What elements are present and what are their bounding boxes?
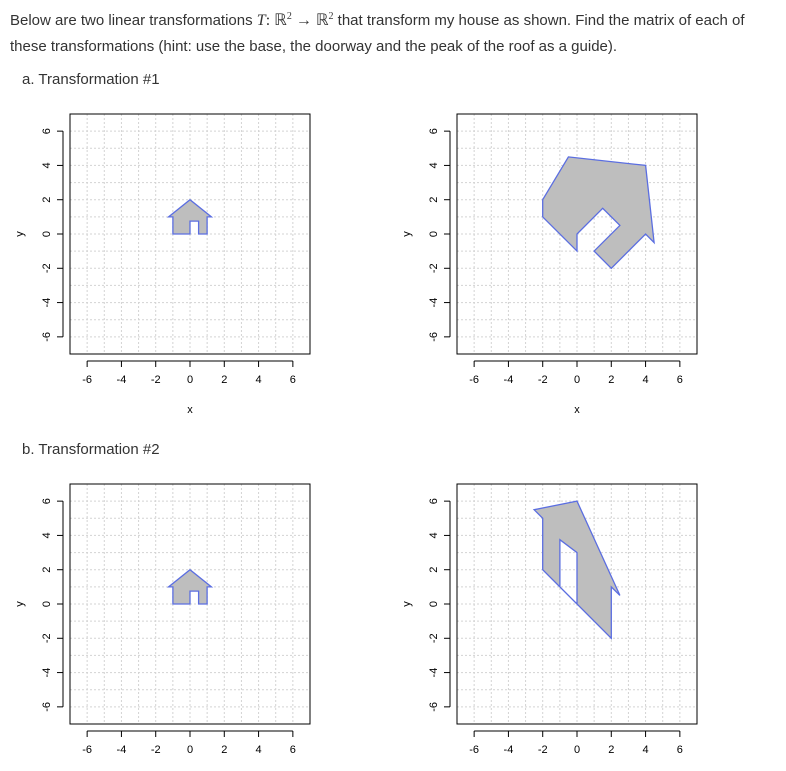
y-tick-label: -4 <box>428 667 440 678</box>
x-tick-label: -4 <box>503 744 514 756</box>
math-domain-exponent: 2 <box>286 11 292 22</box>
y-tick-label: -2 <box>428 263 440 274</box>
house-polygon <box>169 570 212 604</box>
math-domain: ℝ <box>274 12 287 29</box>
x-tick-label: 6 <box>676 744 683 756</box>
transformation-notation <box>257 12 334 29</box>
y-tick-label: 2 <box>41 566 53 573</box>
y-tick-label: 2 <box>41 196 53 203</box>
y-tick-label: 6 <box>41 128 53 135</box>
y-tick-label: 4 <box>41 532 53 539</box>
x-tick-label: 2 <box>608 374 615 386</box>
y-tick-label: -4 <box>428 297 440 308</box>
y-tick-label: -2 <box>41 263 53 274</box>
x-axis-title: x <box>187 404 193 416</box>
x-tick-label: 4 <box>255 744 262 756</box>
math-codomain-exponent: 2 <box>328 11 334 22</box>
part-b-label: b. Transformation #2 <box>22 441 160 458</box>
y-tick-label: 0 <box>41 600 53 608</box>
house-polygon <box>169 200 212 234</box>
y-tick-label: 4 <box>428 162 440 169</box>
plot-1a-original-house <box>8 100 318 420</box>
x-tick-label: -6 <box>82 744 93 756</box>
x-tick-label: -4 <box>116 374 127 386</box>
x-tick-label: -4 <box>503 374 514 386</box>
plot-1b-original-house <box>8 470 318 765</box>
y-tick-label: -4 <box>41 667 53 678</box>
x-tick-label: -4 <box>116 744 127 756</box>
x-tick-label: 0 <box>186 374 194 386</box>
x-tick-label: 2 <box>221 374 228 386</box>
y-tick-label: -6 <box>41 701 53 712</box>
y-tick-label: 6 <box>41 498 53 505</box>
y-axis-title: y <box>14 231 26 237</box>
x-tick-label: 0 <box>186 744 194 756</box>
x-tick-label: -2 <box>150 744 161 756</box>
y-tick-label: -6 <box>428 701 440 712</box>
x-tick-label: 6 <box>289 744 296 756</box>
intro-text-after: that transform my house as shown. Find the matrix of each of these transformations (hint: use the base, the doorway and the peak of the roof as a guide). <box>10 12 745 55</box>
y-tick-label: 4 <box>41 162 53 169</box>
y-tick-label: -6 <box>428 331 440 342</box>
x-tick-label: 0 <box>573 744 581 756</box>
x-axis-title: x <box>574 404 580 416</box>
math-codomain: ℝ <box>315 12 329 29</box>
problem-statement <box>10 4 780 60</box>
y-tick-label: 0 <box>41 230 53 238</box>
x-tick-label: 2 <box>221 744 228 756</box>
part-a-label: a. Transformation #1 <box>22 71 160 88</box>
y-tick-label: -2 <box>428 633 440 644</box>
y-tick-label: 6 <box>428 128 440 135</box>
x-tick-label: 6 <box>676 374 683 386</box>
x-tick-label: 4 <box>642 374 649 386</box>
x-tick-label: -6 <box>82 374 93 386</box>
y-axis-title: y <box>401 601 413 607</box>
x-tick-label: -6 <box>469 744 480 756</box>
x-tick-label: -2 <box>537 374 548 386</box>
x-tick-label: 4 <box>642 744 649 756</box>
y-tick-label: -6 <box>41 331 53 342</box>
y-axis-title: y <box>401 231 413 237</box>
y-tick-label: -4 <box>41 297 53 308</box>
math-symbol-t: T <box>256 12 266 29</box>
y-tick-label: 4 <box>428 532 440 539</box>
y-tick-label: 0 <box>428 230 440 238</box>
y-tick-label: -2 <box>41 633 53 644</box>
x-tick-label: -2 <box>150 374 161 386</box>
plot-1b-transformed-house <box>395 470 705 765</box>
x-tick-label: 0 <box>573 374 581 386</box>
x-tick-label: 6 <box>289 374 296 386</box>
x-tick-label: -2 <box>537 744 548 756</box>
y-axis-title: y <box>14 601 26 607</box>
y-tick-label: 2 <box>428 196 440 203</box>
intro-text-before: Below are two linear transformations <box>10 12 253 29</box>
y-tick-label: 2 <box>428 566 440 573</box>
x-tick-label: 2 <box>608 744 615 756</box>
y-tick-label: 6 <box>428 498 440 505</box>
math-colon: : <box>265 12 271 29</box>
y-tick-label: 0 <box>428 600 440 608</box>
x-tick-label: -6 <box>469 374 480 386</box>
plot-1a-transformed-house <box>395 100 705 420</box>
math-arrow: → <box>295 12 312 29</box>
x-tick-label: 4 <box>255 374 262 386</box>
